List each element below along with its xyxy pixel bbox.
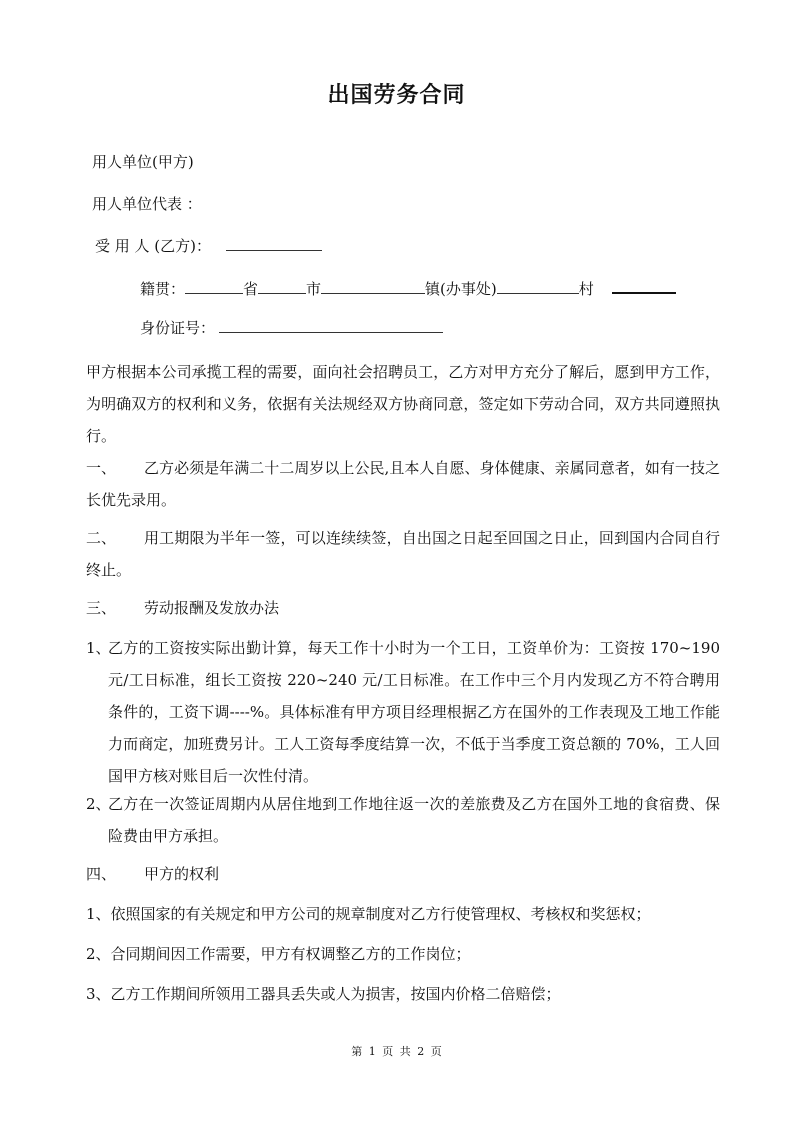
representative-line xyxy=(92,194,202,214)
id-number-blank[interactable] xyxy=(219,318,443,333)
representative-label: 用人单位代表 ： xyxy=(92,195,202,213)
rights-item-1-text: 依照国家的有关规定和甲方公司的规章制度对乙方行使管理权、考核权和奖惩权； xyxy=(110,905,651,923)
town-blank[interactable] xyxy=(321,279,425,294)
section-1-text: 乙方必须是年满二十二周岁以上公民,且本人自愿、身体健康、亲属同意者，如有一技之长优先录用。 xyxy=(86,459,720,509)
rights-item-1 xyxy=(86,904,720,924)
rights-item-3-number: 3、 xyxy=(86,985,111,1003)
rights-item-2 xyxy=(86,944,720,964)
section-4-text: 甲方的权利 xyxy=(144,865,220,883)
native-place-label: 籍贯： xyxy=(140,280,186,298)
section-1-number: 一、 xyxy=(86,459,117,477)
pay-item-1-number: 1、 xyxy=(86,639,111,657)
rights-item-3-text: 乙方工作期间所领用工器具丢失或人为损害，按国内价格二倍赔偿； xyxy=(110,985,561,1003)
province-label: 省 xyxy=(243,280,259,298)
document-title: 出国劳务合同 xyxy=(327,83,466,108)
employer-label: 用人单位(甲方) xyxy=(92,153,194,171)
village-blank[interactable] xyxy=(497,279,579,294)
section-2-number: 二、 xyxy=(86,529,117,547)
rights-item-2-number: 2、 xyxy=(86,945,111,963)
employee-name-blank[interactable] xyxy=(226,236,322,251)
rights-item-3 xyxy=(86,984,720,1004)
native-place-line xyxy=(140,278,676,299)
section-3-number: 三、 xyxy=(86,599,117,617)
id-label: 身份证号： xyxy=(140,319,216,337)
section-4-number: 四、 xyxy=(86,865,117,883)
pay-item-2 xyxy=(86,788,720,852)
city-blank[interactable] xyxy=(258,279,306,294)
section-3-text: 劳动报酬及发放办法 xyxy=(144,599,280,617)
city-label: 市 xyxy=(306,280,322,298)
village-extra-blank[interactable] xyxy=(612,278,676,294)
pay-item-1-text: 乙方的工资按实际出勤计算，每天工作十小时为一个工日，工资单价为：工资按 170~190 元/工日标准，组长工资按 220~240 元/工日标准。在工作中三个月内发现乙方不符合聘用条件的，工资下调----%。具体标准有甲方项目经理根据乙方在国外的工作表现及工地工作能力而商定，加班费另计。工人工资每季度结算一次，不低于当季度工资总额的 70%，工人回国甲方核对账目后一次性付清。 xyxy=(108,639,720,785)
section-3 xyxy=(86,592,720,624)
employer-line xyxy=(92,152,194,172)
section-2 xyxy=(86,522,720,586)
town-label: 镇(办事处) xyxy=(425,280,497,298)
rights-item-1-number: 1、 xyxy=(86,905,111,923)
pay-item-2-text: 乙方在一次签证周期内从居住地到工作地往返一次的差旅费及乙方在国外工地的食宿费、保险费由甲方承担。 xyxy=(108,795,720,845)
province-blank[interactable] xyxy=(185,279,243,294)
employee-line xyxy=(95,236,322,256)
section-2-text: 用工期限为半年一签，可以连续续签，自出国之日起至回国之日止，回到国内合同自行终止。 xyxy=(86,529,720,579)
pay-item-2-number: 2、 xyxy=(86,795,111,813)
pay-item-1 xyxy=(86,632,720,792)
village-label: 村 xyxy=(578,280,594,298)
section-4 xyxy=(86,858,720,890)
rights-item-2-text: 合同期间因工作需要，甲方有权调整乙方的工作岗位； xyxy=(110,945,471,963)
id-line xyxy=(140,318,443,338)
section-1 xyxy=(86,452,720,516)
employee-label: 受 用 人 (乙方)： xyxy=(95,237,212,255)
page-footer: 第 1 页 共 2 页 xyxy=(351,1045,442,1058)
intro-paragraph: 甲方根据本公司承揽工程的需要，面向社会招聘员工，乙方对甲方充分了解后，愿到甲方工作，为明确双方的权利和义务，依据有关法规经双方协商同意，签定如下劳动合同，双方共同遵照执行。 xyxy=(86,363,720,445)
